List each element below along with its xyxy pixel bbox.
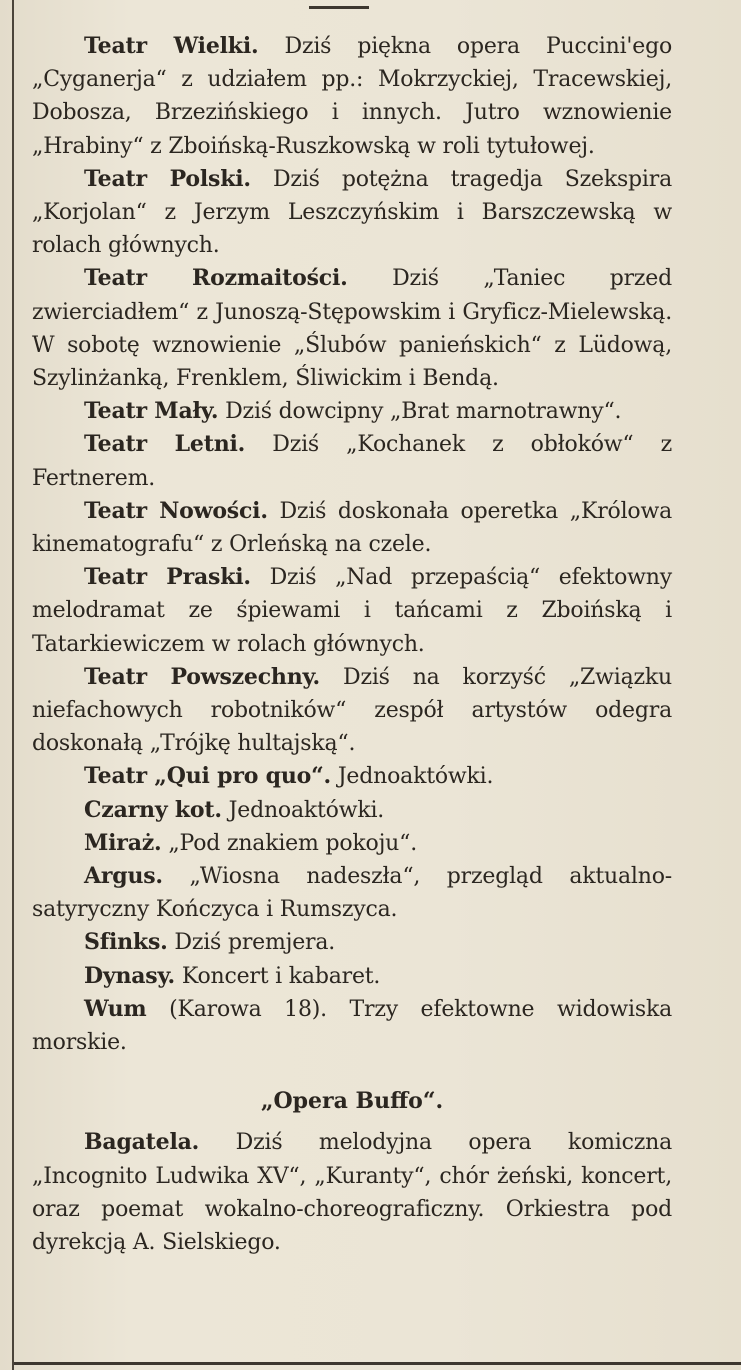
venue-name: Teatr Powszechny.	[84, 663, 321, 690]
listing-text: Dziś potężna tragedja Szekspira „Korjolan“ z Jerzym Leszczyńskim i Barszczewską w rolach głównych.	[32, 166, 672, 259]
listing-teatr-powszechny	[32, 661, 672, 761]
venue-name: Teatr Wielki.	[84, 33, 259, 59]
listing-argus	[32, 860, 672, 926]
venue-name: Teatr Letni.	[84, 431, 246, 458]
listing-text: Dziś dowcipny „Brat marnotrawny“.	[225, 399, 622, 425]
listing-text: Koncert i kabaret.	[181, 963, 381, 989]
venue-name: Bagatela.	[84, 1129, 200, 1156]
venue-name: Teatr „Qui pro quo“.	[84, 763, 332, 790]
listing-teatr-rozmaitosci	[32, 262, 672, 395]
listing-teatr-praski	[32, 561, 672, 661]
section-gap	[32, 1059, 672, 1085]
bottom-rule	[14, 1362, 741, 1365]
listing-teatr-maly	[32, 395, 672, 428]
venue-name: Teatr Polski.	[84, 165, 251, 192]
listing-czarny-kot	[32, 794, 672, 827]
venue-name: Teatr Nowości.	[84, 497, 268, 524]
column-rule-left	[12, 0, 14, 1370]
venue-name: Sfinks.	[84, 929, 168, 956]
listing-text: Dziś melodyjna opera komiczna „Incognito Ludwika XV“, „Kuranty“, chór żeński, koncert, oraz poemat wokalno-choreograficzny. Orkiestra pod dyrekcją A. Sielskiego.	[32, 1130, 673, 1255]
listing-text: Dziś doskonała operetka „Królowa kinematografu“ z Orleńską na czele.	[32, 498, 673, 558]
listing-teatr-nowosci	[32, 495, 672, 561]
listing-text: Dziś „Taniec przed zwierciadłem“ z Junoszą-Stępowskim i Gryficz-Mielewską. W sobotę wznowienie „Ślubów panieńskich“ z Lüdową, Szylinżanką, Frenklem, Śliwickim i Bendą.	[32, 266, 672, 392]
venue-name: Argus.	[84, 863, 163, 890]
listing-text: (Karowa 18). Trzy efektowne widowiska morskie.	[32, 996, 672, 1056]
listing-dynasy	[32, 960, 672, 993]
listing-text: „Pod znakiem pokoju“.	[168, 830, 417, 856]
listing-teatr-letni	[32, 428, 672, 494]
listing-text: Jednoaktówki.	[228, 797, 385, 823]
section-heading-opera-buffo: „Opera Buffo“.	[260, 1088, 444, 1115]
listing-text: Jednoaktówki.	[337, 764, 494, 790]
venue-name: Teatr Praski.	[84, 564, 251, 591]
listing-text: Dziś premjera.	[174, 930, 336, 956]
venue-name: Miraż.	[84, 829, 162, 856]
venue-name: Czarny kot.	[84, 796, 222, 823]
listing-text: Dziś piękna opera Puccini'ego „Cyganerja“ z udziałem pp.: Mokrzyckiej, Tracewskiej, Dobosza, Brzezińskiego i innych. Jutro wznowienie „Hrabiny“ z Zboińską-Ruszkowską w roli tytułowej.	[32, 34, 672, 159]
venue-name: Wum	[84, 995, 147, 1022]
listing-sfinks	[32, 926, 672, 959]
listing-text: „Wiosna nadeszła“, przegląd aktualno-satyryczny Kończyca i Rumszyca.	[32, 864, 672, 923]
venue-name: Teatr Rozmaitości.	[84, 265, 348, 292]
listing-bagatela	[32, 1126, 672, 1259]
venue-name: Teatr Mały.	[84, 398, 219, 425]
venue-name: Dynasy.	[84, 962, 176, 989]
theatre-listings-column	[32, 30, 672, 1259]
listing-teatr-wielki	[32, 30, 672, 163]
listing-teatr-polski	[32, 163, 672, 263]
listing-wum	[32, 993, 672, 1059]
listing-text: Dziś na korzyść „Związku niefachowych robotników“ zespół artystów odegra doskonałą „Trójkę hultajską“.	[32, 664, 672, 757]
listing-qui-pro-quo	[32, 760, 672, 793]
listing-text: Dziś „Kochanek z obłoków“ z Fertnerem.	[32, 432, 672, 491]
listing-miraz	[32, 827, 672, 860]
listing-text: Dziś „Nad przepaścią“ efektowny melodramat ze śpiewami i tańcami z Zboińską i Tatarkiewiczem w rolach głównych.	[32, 565, 672, 657]
top-separator	[309, 6, 369, 9]
